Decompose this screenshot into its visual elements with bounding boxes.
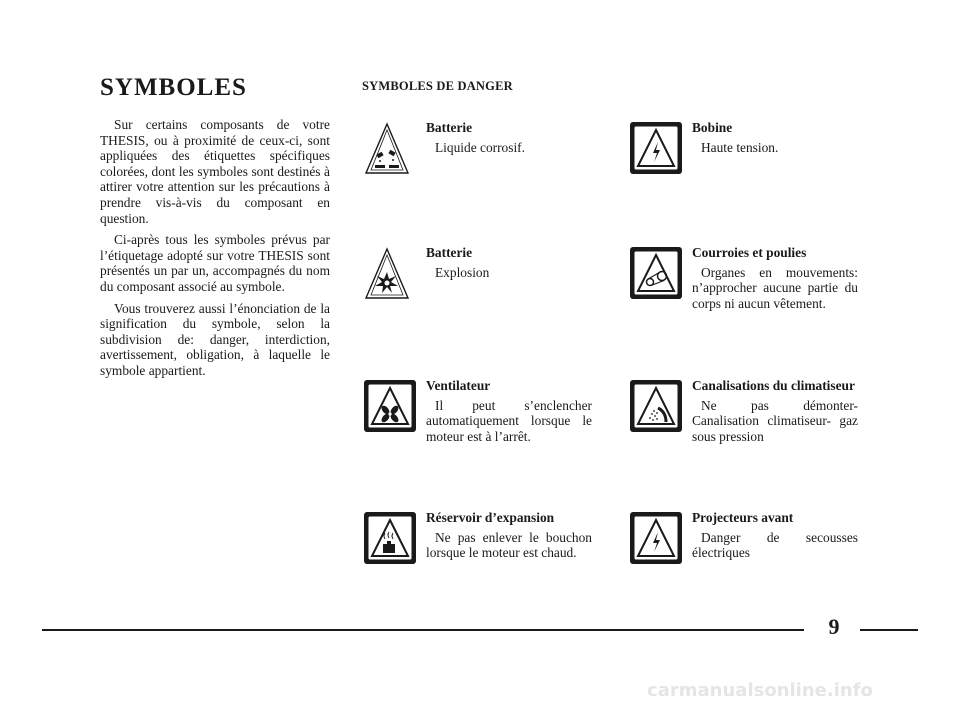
symbol-name: Courroies et poulies (692, 245, 807, 260)
symbol-name: Batterie (426, 120, 473, 135)
intro-text (100, 117, 330, 385)
high-voltage-icon (628, 120, 684, 176)
symbol-text (692, 245, 858, 311)
section-heading: SYMBOLES DE DANGER (362, 79, 513, 93)
symbol-name: Batterie (426, 245, 473, 260)
corrosive-liquid-icon (362, 120, 412, 176)
symbol-name: Canalisations du climatiseur (692, 378, 855, 393)
symbol-text (692, 510, 858, 561)
belt-pulley-icon (628, 245, 684, 301)
symbol-description: Ne pas démonter- Canalisation climatiseur- gaz sous pression (692, 397, 858, 444)
symbol-description: Haute tension. (701, 139, 779, 155)
watermark: carmanualsonline.info (647, 680, 873, 701)
symbol-text (426, 245, 592, 280)
symbol-name: Bobine (692, 120, 733, 135)
symbol-text (426, 378, 592, 444)
symbol-text (426, 510, 592, 561)
symbol-description: Explosion (435, 264, 490, 280)
page-title: SYMBOLES (100, 74, 247, 101)
electric-shock-icon (628, 510, 684, 566)
symbol-description: Danger de secousses électriques (692, 529, 858, 561)
symbol-description: Liquide corrosif. (435, 139, 525, 155)
symbol-text (692, 378, 858, 444)
symbol-name: Réservoir d’expansion (426, 510, 555, 525)
footer-rule-right (860, 629, 918, 631)
explosion-icon (362, 245, 412, 301)
pressurized-gas-icon (628, 378, 684, 434)
symbol-text (692, 120, 858, 155)
footer-rule-left (42, 629, 804, 631)
symbol-text (426, 120, 592, 155)
symbol-description: Il peut s’enclencher automatiquement lorsque le moteur est à l’arrêt. (426, 397, 592, 444)
hot-reservoir-icon (362, 510, 418, 566)
page-number: 9 (828, 614, 840, 639)
intro-paragraph-1: Sur certains composants de votre THESIS, ou à proximité de ceux-ci, sont appliquées des étiquettes spécifiques colorées, dont les symboles sont destinés à attirer votre attention sur les précautions à prendre vis-à-vis du composant en question. (100, 117, 330, 226)
symbol-description: Organes en mouvements: n’approcher aucune partie du corps ni aucun vêtement. (692, 264, 858, 311)
symbol-description: Ne pas enlever le bouchon lorsque le moteur est chaud. (426, 529, 592, 561)
intro-paragraph-2: Ci-après tous les symboles prévus par l’étiquetage adopté sur votre THESIS sont présentés un par un, accompagnés du nom du composant associé au symbole. (100, 232, 330, 294)
symbol-name: Ventilateur (426, 378, 491, 393)
symbol-name: Projecteurs avant (692, 510, 794, 525)
intro-paragraph-3: Vous trouverez aussi l’énonciation de la signification du symbole, selon la subdivision de: danger, interdiction, avertissement, obligation, à laquelle le symbole appartient. (100, 300, 330, 378)
fan-icon (362, 378, 418, 434)
